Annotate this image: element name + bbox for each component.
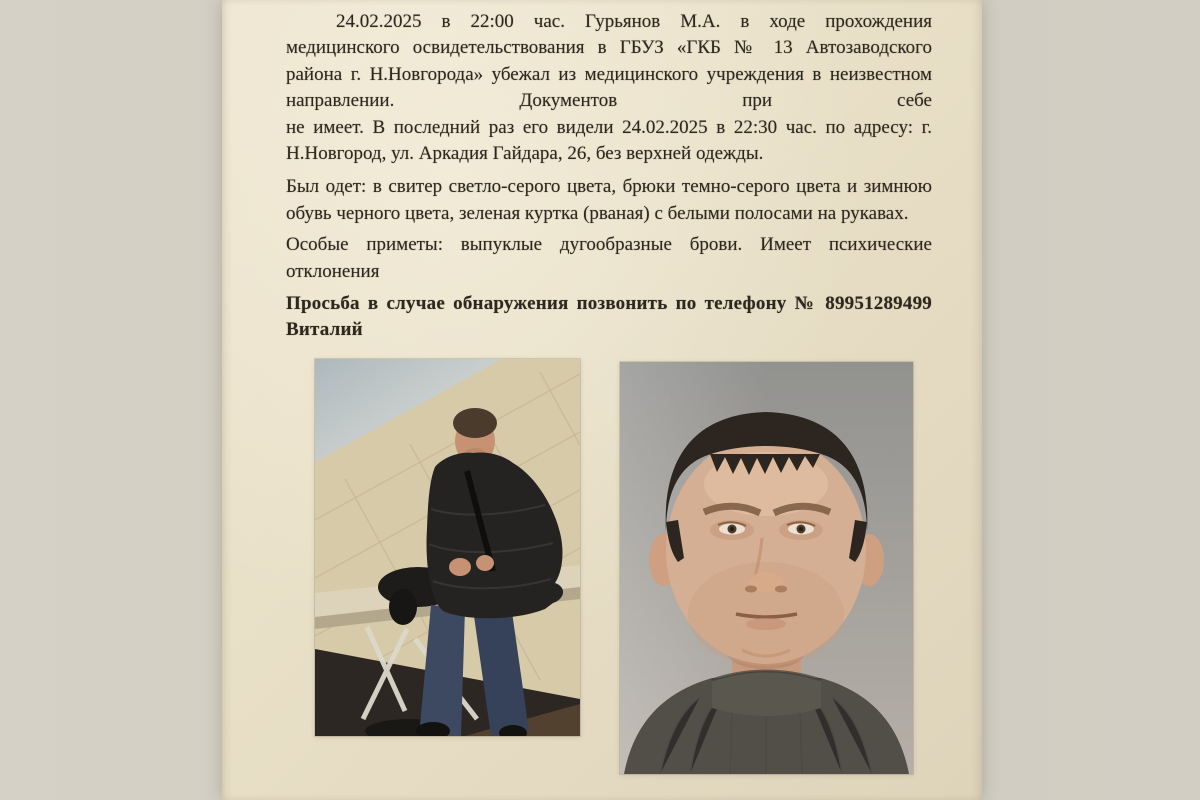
jacket-sleeve-hanging	[389, 589, 417, 625]
photos-row	[315, 359, 913, 774]
man-hand	[449, 558, 471, 576]
text-line: Н.Новгород, ул. Аркадия Гайдара, 26, без верхней одежды.	[286, 143, 764, 165]
right-pupil	[799, 527, 803, 531]
document-text-block	[222, 0, 982, 351]
photo-suspect-portrait	[620, 362, 913, 774]
text-line: Был одет: в свитер светло-серого цвета, брюки темно-серого цвета и зимнюю	[286, 176, 932, 198]
text-line: направлении. Документов при себе	[286, 90, 932, 112]
left-pupil	[730, 527, 734, 531]
right-nostril	[775, 586, 787, 593]
text-line: района г. Н.Новгорода» убежал из медицинского учреждения в неизвестном	[286, 63, 932, 85]
man-hand	[476, 555, 494, 571]
text-line: отклонения	[286, 260, 380, 282]
paragraph-clothing	[286, 174, 932, 227]
man-hair	[453, 408, 497, 438]
paragraph-incident-details	[286, 9, 932, 167]
text-line: обувь черного цвета, зеленая куртка (рваная) с белыми полосами на рукавах.	[286, 202, 909, 224]
paragraph-contact-request	[286, 291, 932, 344]
text-line: Просьба в случае обнаружения позвонить по телефону № 89951289499	[286, 293, 932, 315]
text-line: медицинского освидетельствования в ГБУЗ «ГКБ № 13 Автозаводского	[286, 37, 932, 59]
text-line: Виталий	[286, 319, 363, 341]
lower-lip	[746, 618, 786, 630]
text-line: Особые приметы: выпуклые дугообразные брови. Имеет психические	[286, 234, 932, 256]
text-line: не имеет. В последний раз его видели 24.02.2025 в 22:30 час. по адресу: г.	[286, 116, 932, 138]
turtleneck-collar	[712, 671, 821, 716]
missing-person-notice-document	[222, 0, 982, 800]
photo-suspect-sitting	[315, 359, 580, 736]
left-nostril	[745, 586, 757, 593]
paragraph-distinguishing-marks	[286, 232, 932, 285]
text-line: 24.02.2025 в 22:00 час. Гурьянов М.А. в ходе прохождения	[336, 11, 932, 32]
